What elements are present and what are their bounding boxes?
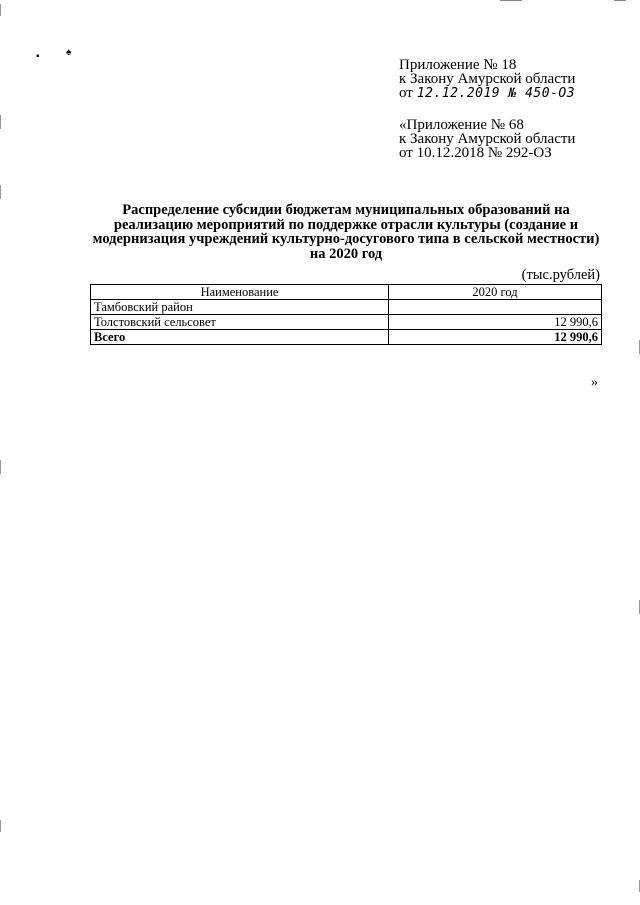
scan-speck: ▪ [36,51,40,62]
original-annex-number: «Приложение № 68 [399,117,524,133]
annex-date [399,86,639,101]
units-label: (тыс.рублей) [521,267,600,283]
annex-law: к Закону Амурской области [399,71,576,87]
scan-mark [0,115,1,129]
original-annex-law: к Закону Амурской области [399,131,576,147]
table-row [91,300,602,315]
scan-mark [0,460,1,474]
row-name: Толстовский сельсовет [91,315,389,330]
total-label: Всего [91,330,389,345]
scan-mark [500,0,522,1]
row-value [389,300,602,315]
original-annex-date: от 10.12.2018 № 292-ОЗ [399,145,552,161]
annex-date-prefix: от [399,85,413,101]
annex-number: Приложение № 18 [399,57,517,73]
closing-quote: » [591,375,598,390]
scan-mark [614,0,626,1]
column-header-year: 2020 год [389,285,602,300]
document-title: Распределение субсидии бюджетам муниципальных образований на реализацию мероприятий по поддержке отрасли культуры (создание и модернизация учреждений культурно-досугового типа в сельской местности) на 2020 год [92,202,600,262]
total-value: 12 990,6 [389,330,602,345]
table-row [91,315,602,330]
scan-mark [0,4,1,16]
handwritten-date-number: 12.12.2019 № 450-ОЗ [416,86,576,101]
scan-speck: ♠ [66,47,72,58]
row-name: Тамбовский район [91,300,389,315]
table-total-row [91,330,602,345]
scan-mark [0,185,1,199]
annex-header [399,58,639,160]
subsidy-table [90,284,602,345]
table-header-row [91,285,602,300]
column-header-name: Наименование [91,285,389,300]
scan-mark [0,820,1,832]
row-value: 12 990,6 [389,315,602,330]
